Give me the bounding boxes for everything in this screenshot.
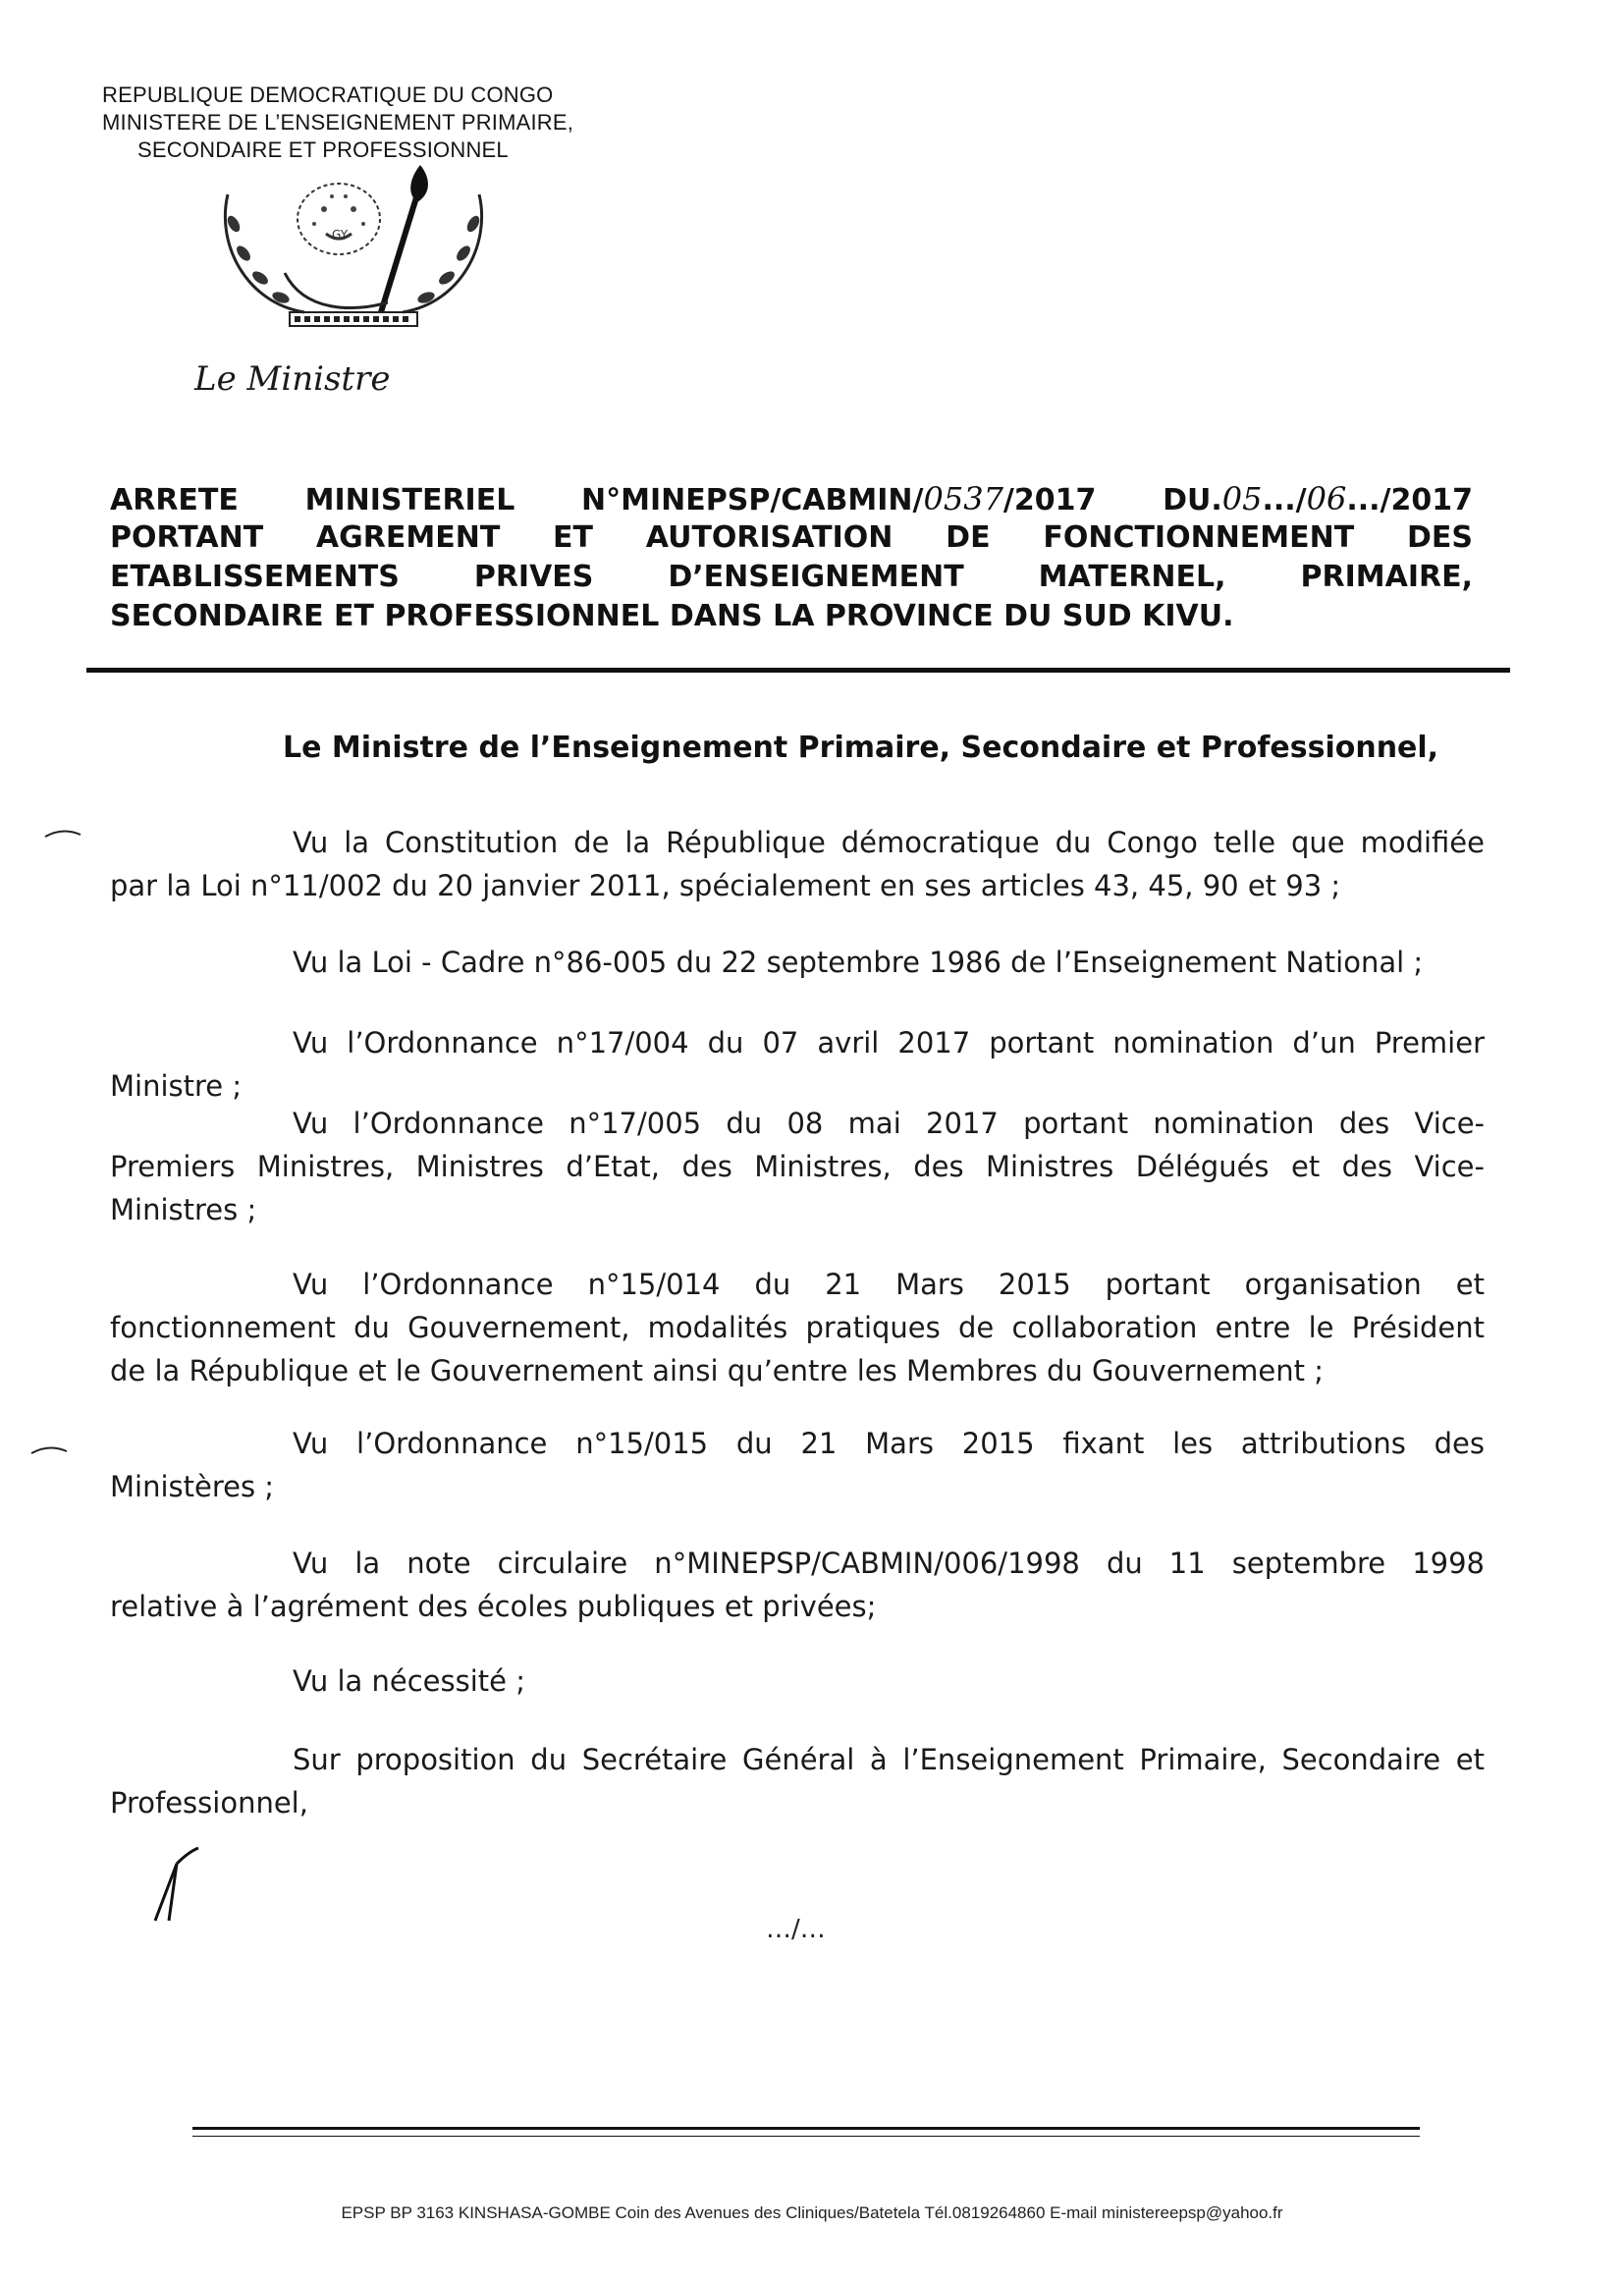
header-ministry: MINISTERE DE L’ENSEIGNEMENT PRIMAIRE, <box>102 110 574 135</box>
paragraph-line: Vu l’Ordonnance n°17/004 du 07 avril 2017 portant nomination d’un Premier <box>293 1026 1485 1060</box>
paragraph-ordonnance-15-015 <box>110 1422 1485 1508</box>
handwritten-day: 05 <box>1221 480 1263 517</box>
paragraph-line: Professionnel, <box>110 1786 308 1820</box>
decree-title-line2: PORTANT AGREMENT ET AUTORISATION DE FONCTIONNEMENT DES <box>110 520 1473 555</box>
paragraph-ordonnance-17-004 <box>110 1021 1485 1108</box>
paragraph-note-circulaire <box>110 1542 1485 1628</box>
margin-mark-icon <box>29 1441 69 1457</box>
paragraph-necessite <box>110 1659 1485 1703</box>
svg-text:GY: GY <box>332 228 349 242</box>
footer-rule-bottom <box>192 2136 1420 2137</box>
decree-title <box>110 479 1473 636</box>
paragraph-line: Vu l’Ordonnance n°15/015 du 21 Mars 2015 fixant les attributions des <box>293 1427 1485 1460</box>
paragraph-line: Vu l’Ordonnance n°15/014 du 21 Mars 2015 portant organisation et <box>293 1268 1485 1301</box>
minister-title: Le Ministre <box>194 359 391 399</box>
footer-address: EPSP BP 3163 KINSHASA-GOMBE Coin des Avenues des Cliniques/Batetela Tél.0819264860 E-mail ministereepsp@yahoo.fr <box>341 2203 1283 2222</box>
handwritten-month: 06 <box>1306 480 1347 517</box>
title-suffix: .../2017 <box>1346 483 1474 517</box>
paragraph-line: relative à l’agrément des écoles publiques et privées; <box>110 1590 877 1623</box>
paragraph-line: Sur proposition du Secrétaire Général à l’Enseignement Primaire, Secondaire et <box>293 1743 1485 1776</box>
title-mid: /2017 DU. <box>1002 483 1222 517</box>
paragraph-proposition <box>110 1738 1485 1824</box>
paragraph-line: Vu la note circulaire n°MINEPSP/CABMIN/006/1998 du 11 septembre 1998 <box>293 1547 1485 1580</box>
paragraph-line: Vu la Loi - Cadre n°86-005 du 22 septembre 1986 de l’Enseignement National ; <box>293 946 1424 979</box>
title-sep: .../ <box>1262 483 1307 517</box>
header-republic: REPUBLIQUE DEMOCRATIQUE DU CONGO <box>102 82 554 107</box>
paragraph-loi-cadre <box>110 941 1485 984</box>
paragraph-constitution <box>110 821 1485 907</box>
paragraph-line: Vu la Constitution de la République démocratique du Congo telle que modifiée <box>293 826 1485 859</box>
paragraph-line: Ministre ; <box>110 1069 243 1103</box>
paragraph-line: Ministres ; <box>110 1193 257 1226</box>
title-divider <box>86 668 1510 673</box>
page-continuation: …/… <box>766 1915 826 1944</box>
header-ministry-cont: SECONDAIRE ET PROFESSIONNEL <box>137 137 509 162</box>
paragraph-line: Premiers Ministres, Ministres d’Etat, des Ministres, des Ministres Délégués et des Vice- <box>110 1150 1485 1183</box>
handwritten-decree-number: 0537 <box>923 480 1003 517</box>
paragraph-line: par la Loi n°11/002 du 20 janvier 2011, spécialement en ses articles 43, 45, 90 et 93 ; <box>110 869 1341 902</box>
intro-minister: Le Ministre de l’Enseignement Primaire, Secondaire et Professionnel, <box>283 731 1439 765</box>
paragraph-line: Ministères ; <box>110 1470 275 1503</box>
paragraph-line: Vu l’Ordonnance n°17/005 du 08 mai 2017 portant nomination des Vice- <box>293 1107 1485 1140</box>
coat-of-arms-icon <box>216 165 491 342</box>
decree-title-line3: ETABLISSEMENTS PRIVES D’ENSEIGNEMENT MATERNEL, PRIMAIRE, <box>110 560 1473 594</box>
footer-rule-top <box>192 2127 1420 2130</box>
decree-title-line1 <box>110 479 1473 518</box>
paragraph-line: Vu la nécessité ; <box>293 1664 525 1698</box>
margin-mark-icon <box>43 825 82 841</box>
decree-title-line4: SECONDAIRE ET PROFESSIONNEL DANS LA PROVINCE DU SUD KIVU. <box>110 599 1234 633</box>
handwritten-initial-icon <box>147 1846 206 1925</box>
paragraph-ordonnance-15-014 <box>110 1263 1485 1392</box>
paragraph-line: de la République et le Gouvernement ainsi qu’entre les Membres du Gouvernement ; <box>110 1354 1325 1387</box>
paragraph-line: fonctionnement du Gouvernement, modalités pratiques de collaboration entre le Président <box>110 1311 1485 1344</box>
paragraph-ordonnance-17-005 <box>110 1102 1485 1231</box>
title-prefix: ARRETE MINISTERIEL N°MINEPSP/CABMIN/ <box>110 483 924 517</box>
